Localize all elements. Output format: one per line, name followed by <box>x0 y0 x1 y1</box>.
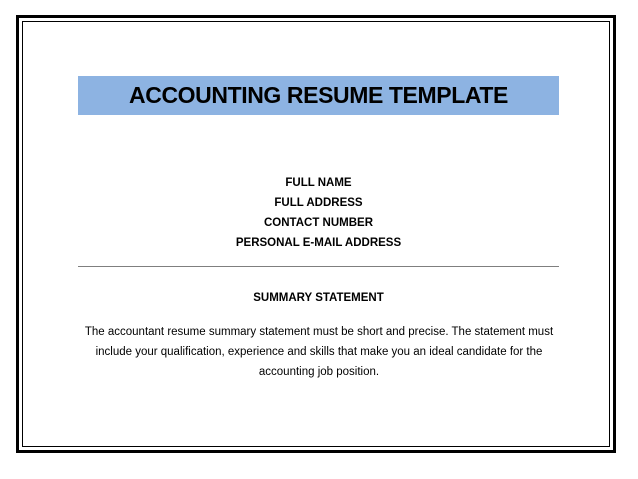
section-divider <box>78 266 559 267</box>
full-name: FULL NAME <box>285 177 352 189</box>
personal-email: PERSONAL E-MAIL ADDRESS <box>235 237 402 249</box>
full-address: FULL ADDRESS <box>274 197 363 209</box>
document-title: ACCOUNTING RESUME TEMPLATE <box>129 82 508 108</box>
contact-block <box>78 173 559 253</box>
summary-heading: SUMMARY STATEMENT <box>253 292 384 304</box>
contact-number: CONTACT NUMBER <box>263 217 374 229</box>
summary-body: The accountant resume summary statement must be short and precise. The statement must include your qualification, experience and skills that make you an ideal candidate for the accounting job position. <box>84 326 554 378</box>
title-band <box>78 76 559 115</box>
